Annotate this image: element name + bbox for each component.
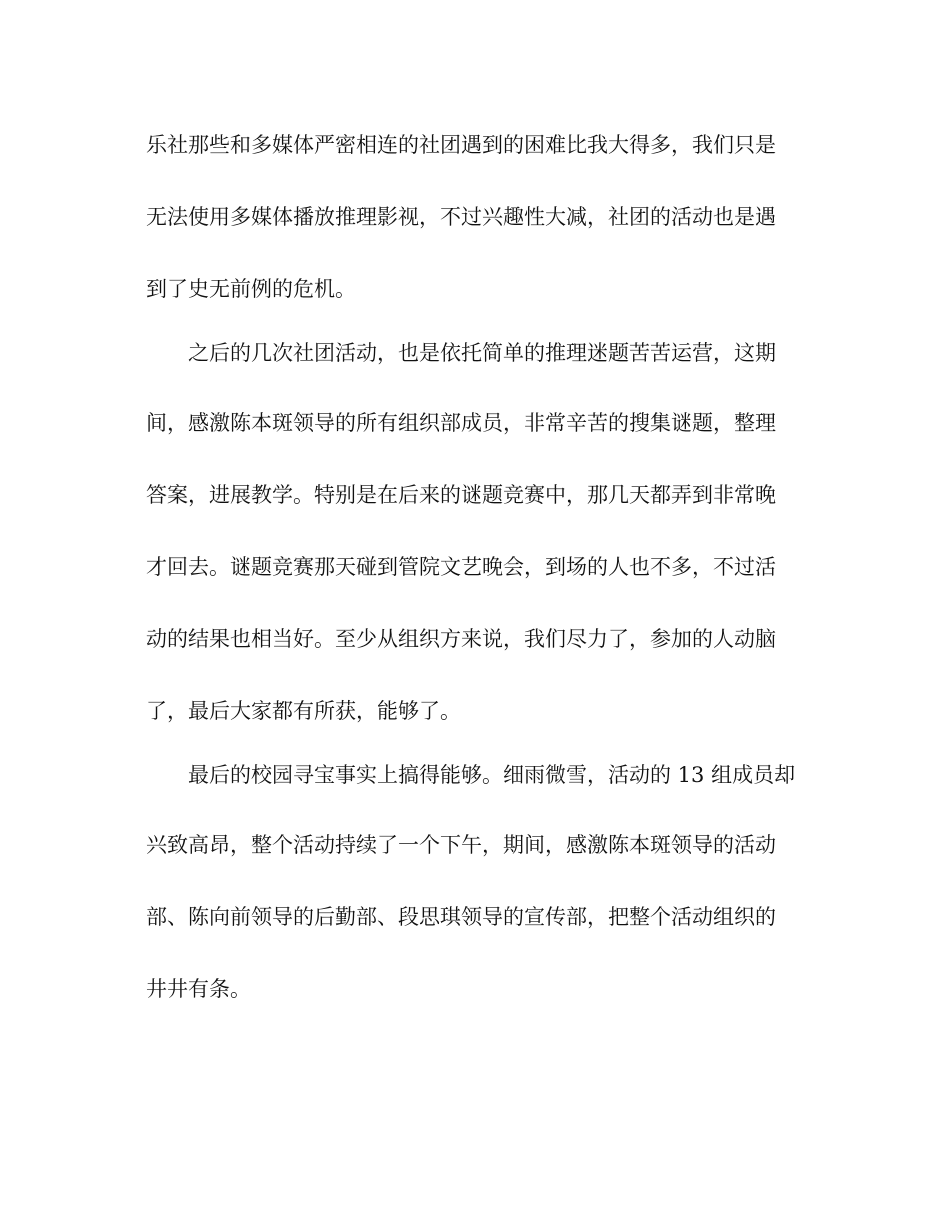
- text-line: 动的结果也相当好。至少从组织方来说，我们尽力了，参加的人动脑: [146, 627, 776, 651]
- text-line: 答案，进展教学。特别是在后来的谜题竞赛中，那几天都弄到非常晚: [146, 483, 776, 507]
- text-line: 到了史无前例的危机。: [146, 277, 356, 301]
- text-line: 部、陈向前领导的后勤部、段思琪领导的宣传部，把整个活动组织的: [146, 905, 776, 929]
- text-line: 间，感激陈本斑领导的所有组织部成员，非常辛苦的搜集谜题，整理: [146, 411, 776, 435]
- text-line: 无法使用多媒体播放推理影视，不过兴趣性大减，社团的活动也是遇: [146, 205, 776, 229]
- text-line: 之后的几次社团活动，也是依托简单的推理迷题苦苦运营，这期: [188, 341, 776, 365]
- text-line: 才回去。谜题竞赛那天碰到管院文艺晚会，到场的人也不多，不过活: [146, 555, 776, 579]
- text-line: 兴致高昂，整个活动持续了一个下午，期间，感激陈本斑领导的活动: [146, 833, 776, 857]
- text-line: 井井有条。: [146, 977, 251, 1001]
- text-line: 最后的校园寻宝事实上搞得能够。细雨微雪，活动的 13 组成员却: [188, 763, 796, 787]
- text-line: 了，最后大家都有所获，能够了。: [146, 699, 461, 723]
- text-line: 乐社那些和多媒体严密相连的社团遇到的困难比我大得多，我们只是: [146, 133, 776, 157]
